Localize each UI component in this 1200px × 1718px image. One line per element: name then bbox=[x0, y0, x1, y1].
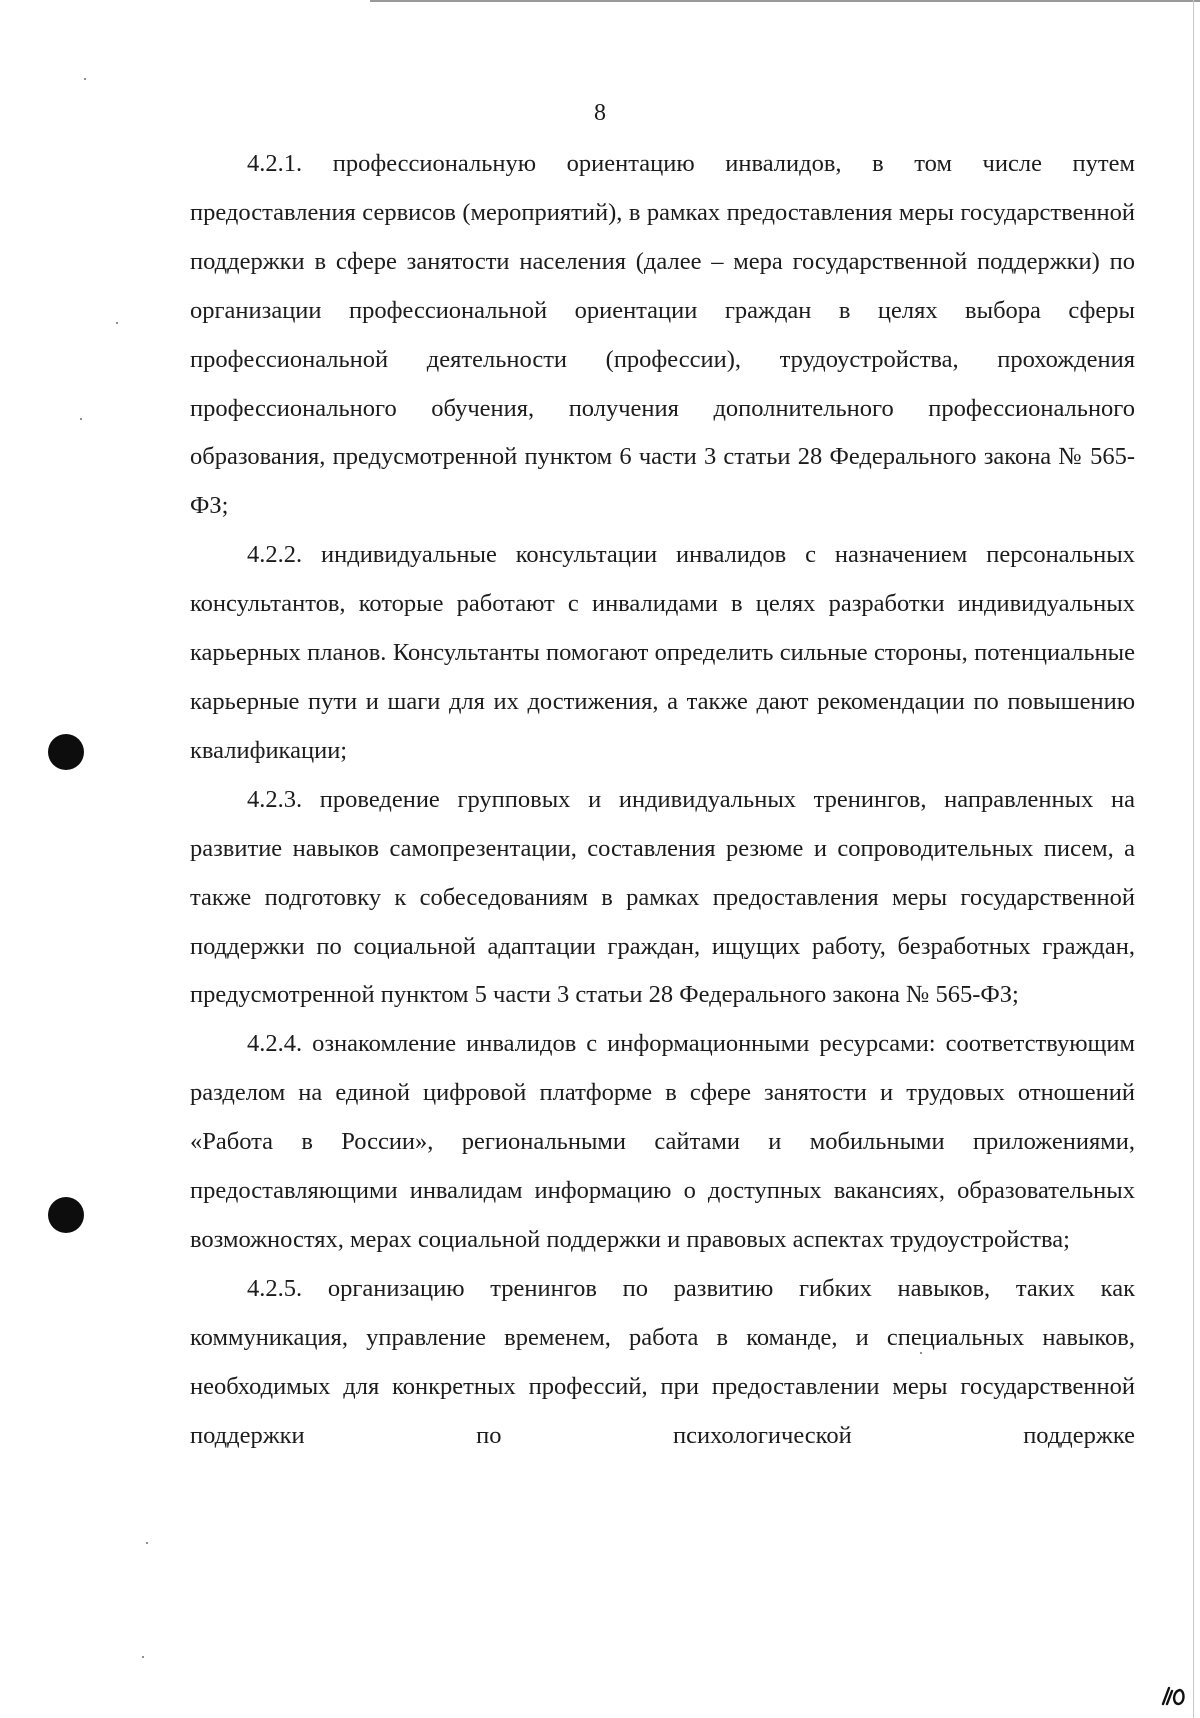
handwritten-page-mark bbox=[1160, 1682, 1188, 1710]
page-number: 8 bbox=[594, 100, 606, 126]
top-edge-line bbox=[370, 0, 1200, 2]
paragraph-4-2-2: 4.2.2. индивидуальные консультации инвалидов с назначением персональных консультантов, которые работают с инвалидами в целях разработки индивидуальных карьерных планов. Консультанты помогают определить сильные стороны, потенциальные карьерные пути и шаги для их достижения, а также дают рекомендации по повышению квалификации; bbox=[190, 541, 1135, 764]
paragraph-4-2-1: 4.2.1. профессиональную ориентацию инвалидов, в том числе путем предоставления сервисов (мероприятий), в рамках предоставления меры государственной поддержки в сфере занятости населения (далее – мера государственной поддержки) по организации профессиональной ориентации граждан в целях выбора сферы профессиональной деятельности (профессии), трудоустройства, прохождения профессионального обучения, получения дополнительного профессионального образования, предусмотренной пунктом 6 части 3 статьи 28 Федерального закона № 565-ФЗ; bbox=[190, 150, 1135, 520]
scan-speck bbox=[142, 1656, 144, 1658]
right-edge-line bbox=[1193, 0, 1194, 1718]
paragraph-4-2-5: 4.2.5. организацию тренингов по развитию гибких навыков, таких как коммуникация, управление временем, работа в команде, и специальных навыков, необходимых для конкретных профессий, при предоставлении меры государственной поддержки по психологической поддержке bbox=[190, 1274, 1135, 1449]
paragraph-4-2-4: 4.2.4. ознакомление инвалидов с информационными ресурсами: соответствующим разделом на единой цифровой платформе в сфере занятости и трудовых отношений «Работа в России», региональными сайтами и мобильными приложениями, предоставляющими инвалидам информацию о доступных вакансиях, образовательных возможностях, мерах социальной поддержки и правовых аспектах трудоустройства; bbox=[190, 1030, 1135, 1253]
punch-hole-bottom bbox=[48, 1197, 84, 1233]
scan-speck bbox=[146, 1542, 148, 1544]
paragraph-4-2-3: 4.2.3. проведение групповых и индивидуальных тренингов, направленных на развитие навыков самопрезентации, составления резюме и сопроводительных писем, а также подготовку к собеседованиям в рамках предоставления меры государственной поддержки по социальной адаптации граждан, ищущих работу, безработных граждан, предусмотренной пунктом 5 части 3 статьи 28 Федерального закона № 565-ФЗ; bbox=[190, 785, 1135, 1009]
scan-speck bbox=[80, 418, 82, 420]
scan-speck bbox=[84, 78, 86, 80]
scan-speck bbox=[920, 1352, 922, 1354]
document-body bbox=[190, 140, 1135, 1460]
scan-speck bbox=[116, 322, 118, 324]
punch-hole-top bbox=[48, 734, 84, 770]
